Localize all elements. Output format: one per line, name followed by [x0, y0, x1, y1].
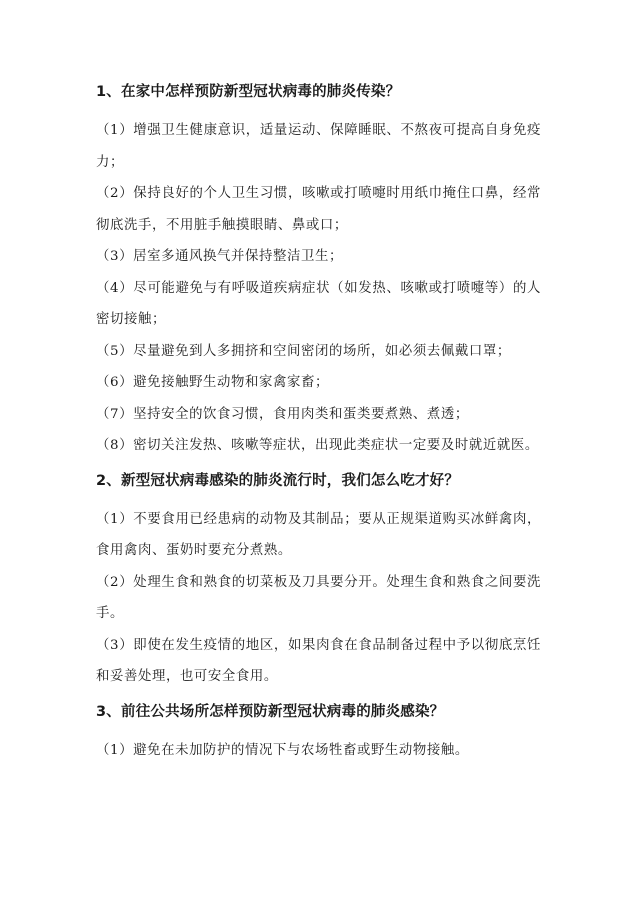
section-heading: 1、在家中怎样预防新型冠状病毒的肺炎传染？	[96, 84, 401, 100]
paragraph: （2）处理生食和熟食的切菜板及刀具要分开。处理生食和熟食之间要洗手。	[96, 574, 541, 621]
paragraph: （4）尽可能避免与有呼吸道疾病症状（如发热、咳嗽或打喷嚏等）的人密切接触；	[96, 280, 541, 327]
paragraph: （7）坚持安全的饮食习惯，食用肉类和蛋类要煮熟、煮透；	[96, 406, 469, 422]
section-public-places	[96, 702, 541, 767]
paragraph: （2）保持良好的个人卫生习惯，咳嗽或打喷嚏时用纸巾掩住口鼻，经常彻底洗手，不用脏手触摸眼睛、鼻或口；	[96, 186, 541, 233]
paragraph: （1）不要食用已经患病的动物及其制品；要从正规渠道购买冰鲜禽肉，食用禽肉、蛋奶时要充分煮熟。	[96, 511, 541, 558]
paragraph: （1）避免在未加防护的情况下与农场牲畜或野生动物接触。	[96, 742, 469, 758]
paragraph: （5）尽量避免到人多拥挤和空间密闭的场所，如必须去佩戴口罩；	[96, 343, 511, 359]
section-heading: 3、前往公共场所怎样预防新型冠状病毒的肺炎感染？	[96, 703, 445, 720]
paragraph: （3）居室多通风换气并保持整洁卫生；	[96, 249, 343, 264]
section-home-prevention	[96, 82, 541, 462]
paragraph: （8）密切关注发热、咳嗽等症状，出现此类症状一定要及时就近就医。	[96, 438, 539, 453]
paragraph: （3）即使在发生疫情的地区，如果肉食在食品制备过程中予以彻底烹饪和妥善处理，也可安全食用。	[96, 637, 541, 684]
section-diet	[96, 471, 541, 693]
section-heading: 2、新型冠状病毒感染的肺炎流行时，我们怎么吃才好？	[96, 472, 460, 489]
paragraph: （1）增强卫生健康意识，适量运动、保障睡眠、不熬夜可提高自身免疫力；	[96, 123, 541, 170]
document-body	[96, 82, 541, 766]
paragraph: （6）避免接触野生动物和家禽家畜；	[96, 375, 329, 390]
